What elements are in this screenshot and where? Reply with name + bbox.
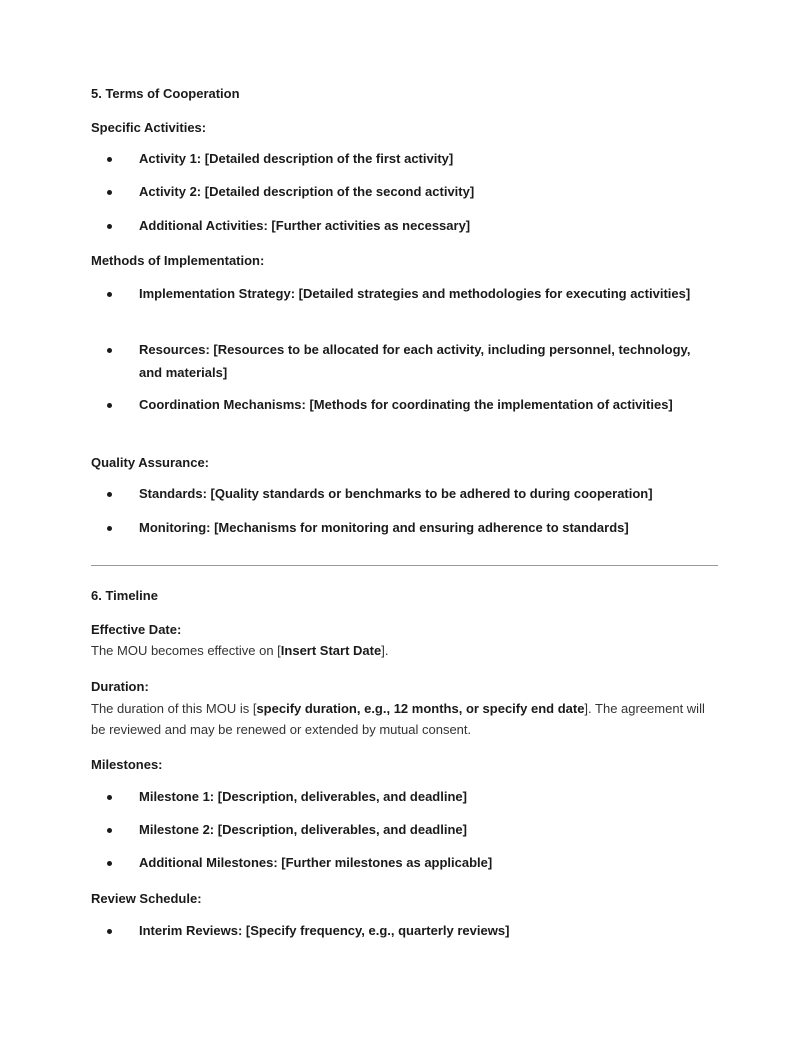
list-item bbox=[113, 180, 703, 203]
bullet-icon bbox=[107, 348, 112, 353]
list-item-text: Standards: [Quality standards or benchmarks to be adhered to during cooperation] bbox=[139, 486, 653, 501]
review-schedule-label: Review Schedule: bbox=[91, 891, 202, 906]
list-item bbox=[113, 785, 703, 808]
list-item-text: Activity 2: [Detailed description of the second activity] bbox=[139, 184, 475, 199]
list-item-text: Coordination Mechanisms: [Methods for coordinating the implementation of activities] bbox=[139, 397, 673, 412]
list-item bbox=[113, 214, 703, 237]
bullet-icon bbox=[107, 190, 112, 195]
duration-placeholder: specify duration, e.g., 12 months, or specify end date bbox=[256, 701, 585, 716]
bullet-icon bbox=[107, 403, 112, 408]
list-item-text: Monitoring: [Mechanisms for monitoring and ensuring adherence to standards] bbox=[139, 520, 629, 535]
section-divider bbox=[91, 565, 718, 566]
bullet-icon bbox=[107, 157, 112, 162]
list-item-text: Interim Reviews: [Specify frequency, e.g., quarterly reviews] bbox=[139, 923, 510, 938]
milestones-label: Milestones: bbox=[91, 757, 163, 772]
specific-activities-label: Specific Activities: bbox=[91, 120, 207, 135]
methods-label: Methods of Implementation: bbox=[91, 253, 265, 268]
list-item bbox=[113, 919, 703, 942]
text-segment: ]. The agreement will be reviewed and may be renewed or extended by mutual consent. bbox=[91, 701, 705, 737]
bullet-icon bbox=[107, 828, 112, 833]
list-item bbox=[113, 851, 703, 874]
bullet-icon bbox=[107, 795, 112, 800]
list-item-text: Additional Activities: [Further activities as necessary] bbox=[139, 218, 471, 233]
effective-date-text bbox=[91, 640, 711, 661]
effective-date-label: Effective Date: bbox=[91, 622, 182, 637]
list-item bbox=[113, 147, 703, 170]
text-segment: The duration of this MOU is [ bbox=[91, 701, 257, 716]
text-segment: ]. bbox=[381, 643, 389, 658]
list-item-text: Resources: [Resources to be allocated for each activity, including personnel, technology, and materials] bbox=[139, 342, 691, 380]
list-item bbox=[113, 393, 703, 416]
list-item bbox=[113, 818, 703, 841]
list-item bbox=[113, 516, 703, 539]
list-item-text: Milestone 2: [Description, deliverables, and deadline] bbox=[139, 822, 467, 837]
list-item bbox=[113, 282, 703, 305]
bullet-icon bbox=[107, 292, 112, 297]
bullet-icon bbox=[107, 492, 112, 497]
list-item-text: Activity 1: [Detailed description of the first activity] bbox=[139, 151, 454, 166]
list-item bbox=[113, 338, 703, 384]
section-6-title: 6. Timeline bbox=[91, 588, 158, 603]
bullet-icon bbox=[107, 929, 112, 934]
section-5-title: 5. Terms of Cooperation bbox=[91, 86, 240, 101]
duration-label: Duration: bbox=[91, 679, 149, 694]
text-segment: The MOU becomes effective on [ bbox=[91, 643, 281, 658]
list-item bbox=[113, 482, 703, 505]
bullet-icon bbox=[107, 224, 112, 229]
start-date-placeholder: Insert Start Date bbox=[280, 643, 382, 658]
duration-text bbox=[91, 698, 711, 740]
bullet-icon bbox=[107, 526, 112, 531]
list-item-text: Milestone 1: [Description, deliverables, and deadline] bbox=[139, 789, 467, 804]
bullet-icon bbox=[107, 861, 112, 866]
list-item-text: Additional Milestones: [Further milestones as applicable] bbox=[139, 855, 493, 870]
quality-assurance-label: Quality Assurance: bbox=[91, 455, 210, 470]
list-item-text: Implementation Strategy: [Detailed strategies and methodologies for executing activities] bbox=[139, 286, 691, 301]
